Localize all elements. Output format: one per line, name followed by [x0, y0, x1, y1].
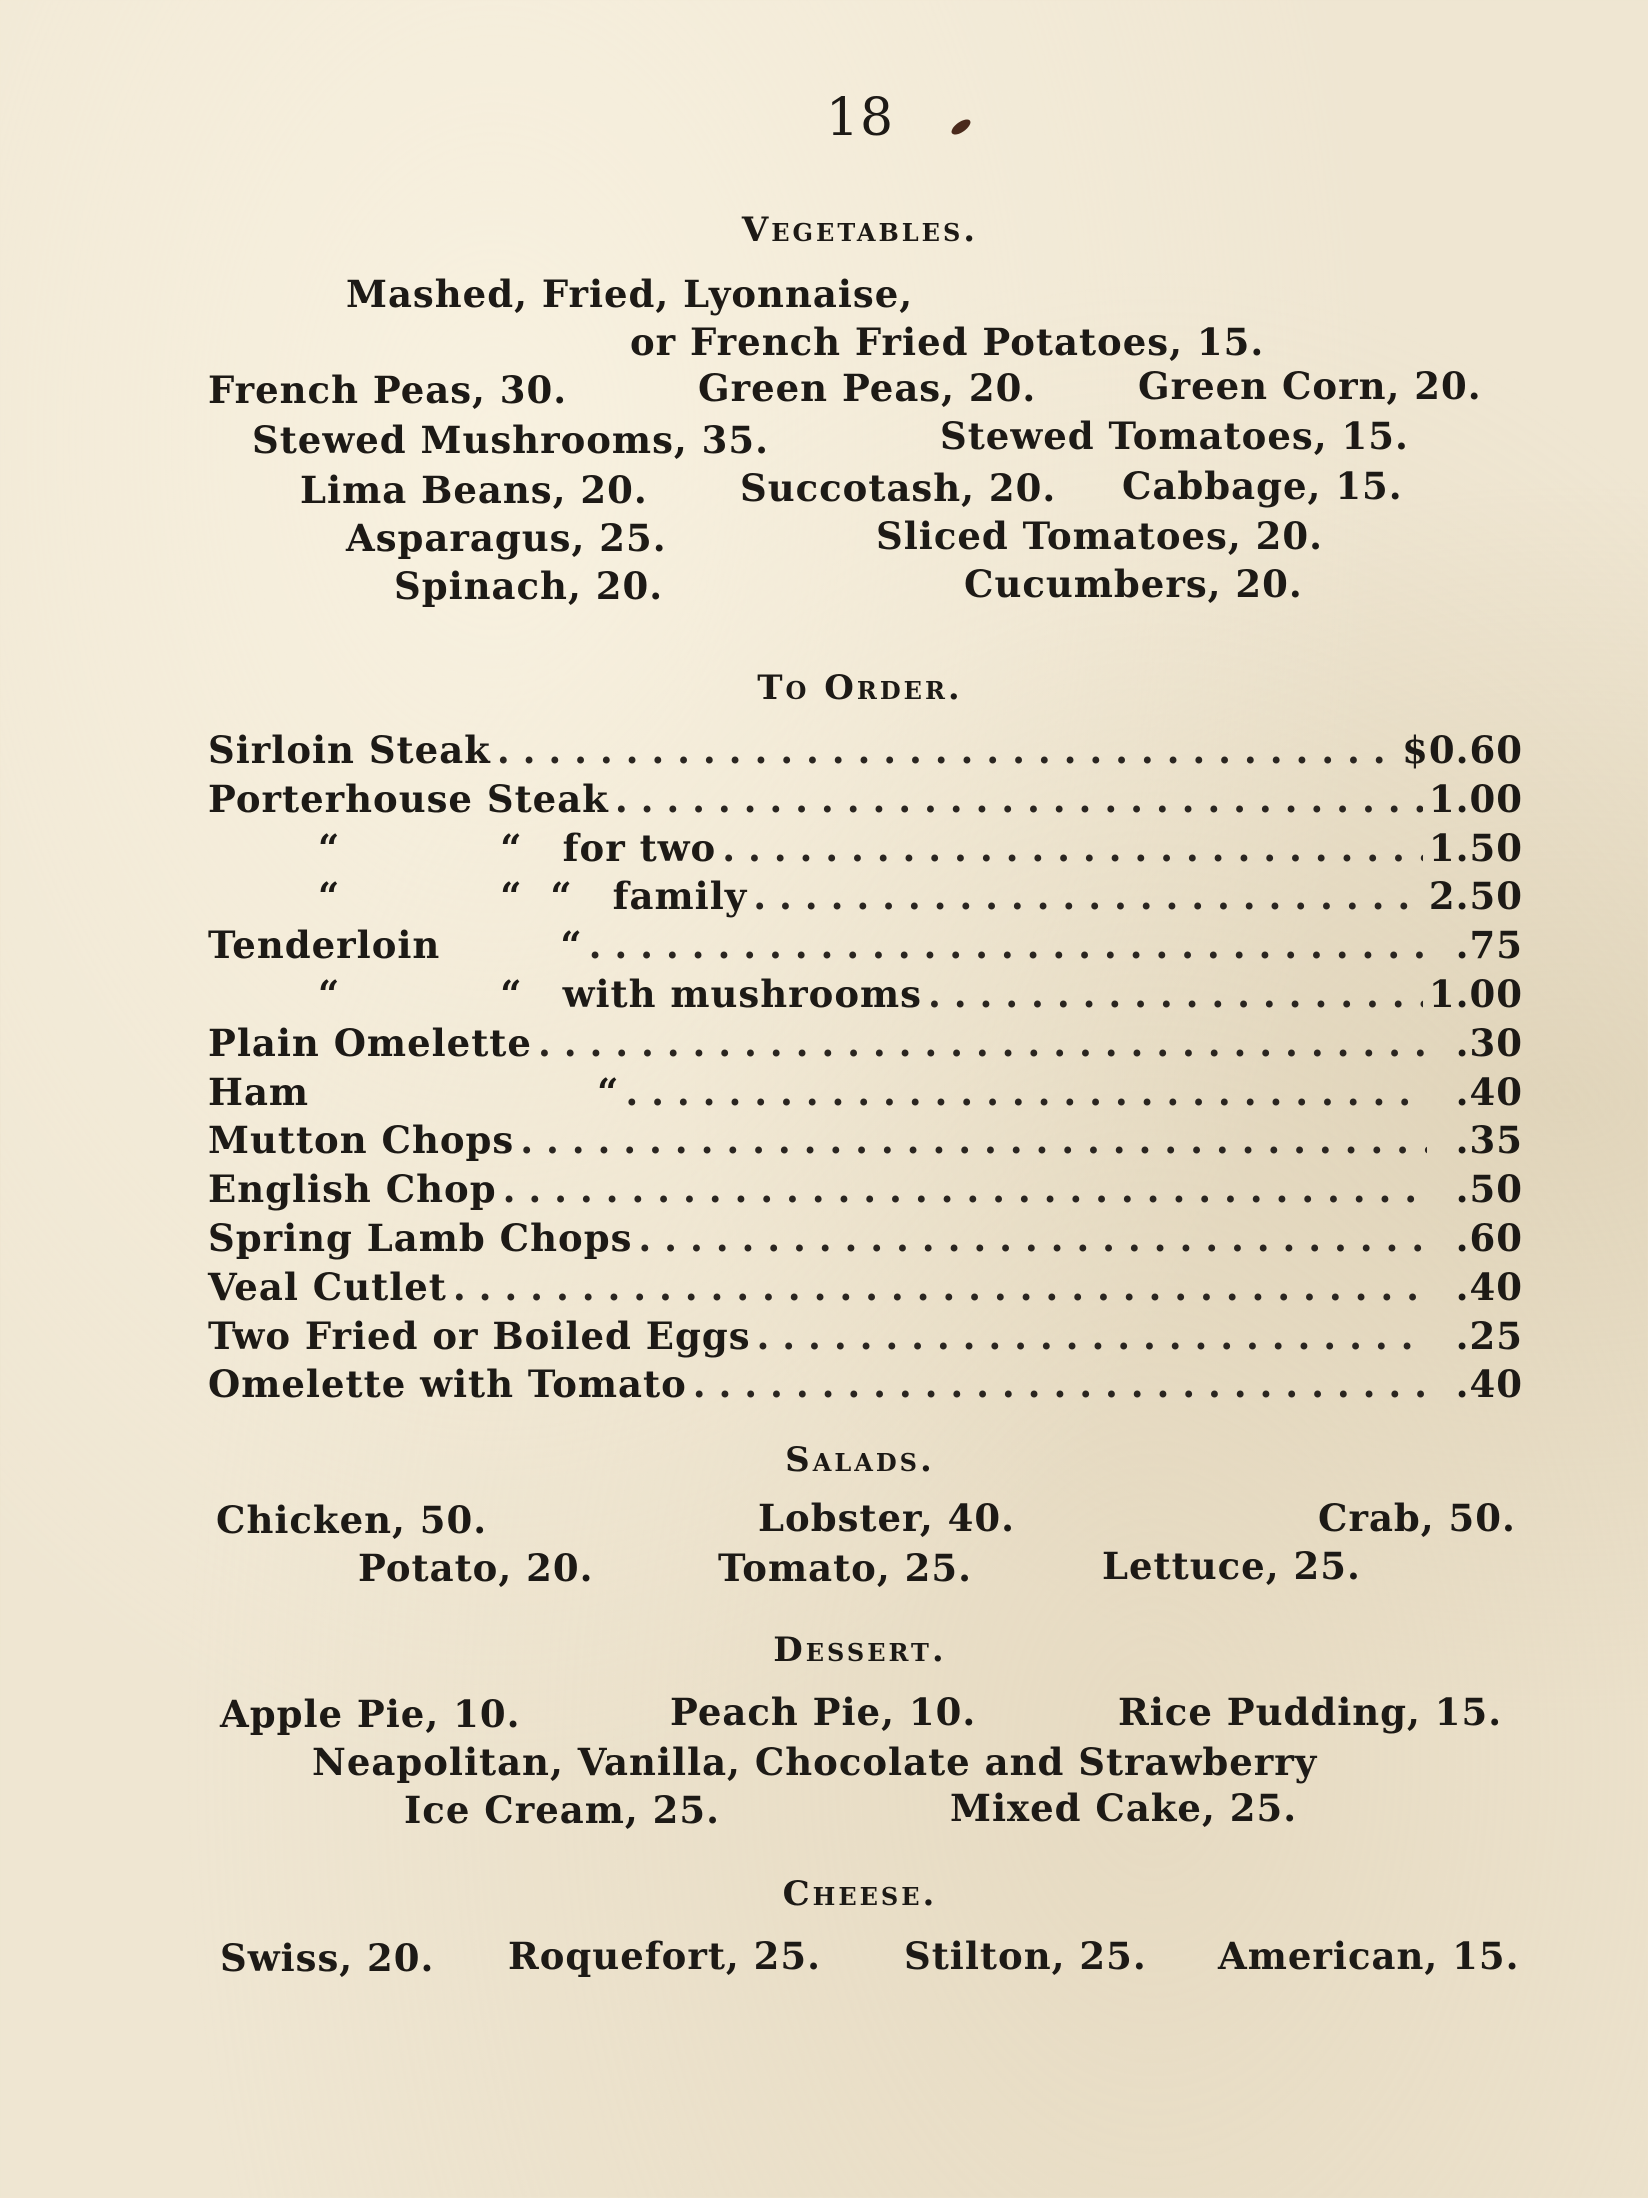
item-name: Two Fried or Boiled Eggs: [208, 1313, 751, 1358]
salad-item: Lobster, 40.: [758, 1496, 1015, 1540]
vegetable-item: Green Corn, 20.: [1138, 364, 1482, 408]
salad-item: Lettuce, 25.: [1102, 1544, 1361, 1588]
dessert-item: Ice Cream, 25.: [404, 1788, 720, 1832]
ditto-mark: “: [500, 825, 523, 870]
dessert-item: Rice Pudding, 15.: [1118, 1690, 1503, 1734]
ditto-mark: “ “: [500, 874, 573, 919]
to-order-row: [208, 777, 1523, 821]
to-order-row: [208, 1070, 1523, 1114]
item-price: .40: [1455, 1362, 1523, 1407]
item-name: Spring Lamb Chops: [208, 1216, 633, 1260]
ditto-mark: “: [560, 923, 583, 968]
item-name: Veal Cutlet: [208, 1264, 447, 1309]
item-price: .50: [1455, 1167, 1523, 1212]
dessert-item: Mixed Cake, 25.: [950, 1786, 1298, 1830]
dot-leader: [753, 874, 1423, 918]
item-price: .60: [1455, 1216, 1523, 1260]
item-price: .75: [1455, 923, 1523, 968]
to-order-row: [208, 1021, 1523, 1065]
to-order-row: [208, 1167, 1523, 1211]
dessert-line: Neapolitan, Vanilla, Chocolate and Strawberry: [312, 1740, 1318, 1784]
item-name: “: [318, 972, 341, 1016]
cheese-item: American, 15.: [1218, 1934, 1520, 1978]
item-price: $0.60: [1402, 728, 1523, 772]
item-price: .40: [1455, 1069, 1523, 1114]
item-price: 2.50: [1428, 874, 1523, 919]
vegetable-line: or French Fried Potatoes, 15.: [630, 320, 1265, 364]
cheese-item: Roquefort, 25.: [508, 1934, 822, 1978]
vegetable-item: Succotash, 20.: [740, 466, 1057, 510]
dot-leader: [757, 1314, 1427, 1358]
vegetable-item: Cabbage, 15.: [1122, 464, 1403, 508]
to-order-row: [208, 972, 1523, 1016]
item-name: Porterhouse Steak: [208, 776, 609, 821]
item-name: English Chop: [208, 1167, 497, 1212]
dot-leader: [615, 777, 1423, 821]
dot-leader: [928, 972, 1423, 1016]
vegetable-item: Sliced Tomatoes, 20.: [876, 514, 1324, 558]
ditto-mark: “: [500, 972, 523, 1016]
dot-leader: [638, 1216, 1427, 1260]
vegetable-item: Stewed Mushrooms, 35.: [252, 418, 770, 462]
salad-item: Chicken, 50.: [216, 1498, 488, 1542]
vegetable-item: Stewed Tomatoes, 15.: [940, 414, 1409, 458]
item-description: for two: [562, 825, 717, 870]
vegetable-item: Green Peas, 20.: [698, 366, 1037, 410]
to-order-row: [208, 1216, 1523, 1260]
salad-item: Crab, 50.: [1318, 1496, 1516, 1540]
item-name: Sirloin Steak: [208, 728, 491, 772]
cheese-heading: Cheese.: [782, 1874, 938, 1914]
vegetable-item: French Peas, 30.: [208, 368, 568, 412]
dot-leader: [625, 1070, 1427, 1114]
item-name: Omelette with Tomato: [208, 1362, 687, 1407]
to-order-row: [208, 1314, 1523, 1358]
dessert-heading: Dessert.: [773, 1630, 947, 1670]
to-order-row: [208, 728, 1523, 772]
salads-heading: Salads.: [785, 1440, 935, 1480]
vegetable-line: Mashed, Fried, Lyonnaise,: [346, 272, 914, 316]
to-order-row: [208, 1362, 1523, 1406]
cheese-item: Stilton, 25.: [904, 1934, 1147, 1978]
to-order-row: [208, 826, 1523, 870]
dot-leader: [453, 1265, 1427, 1309]
dot-leader: [589, 923, 1427, 967]
item-description: family: [612, 874, 748, 919]
item-description: with mushrooms: [562, 972, 922, 1016]
item-name: Mutton Chops: [208, 1118, 515, 1163]
dot-leader: [722, 826, 1423, 870]
vegetable-item: Lima Beans, 20.: [300, 468, 648, 512]
item-name: “: [318, 874, 341, 919]
dot-leader: [503, 1167, 1427, 1211]
item-price: 1.00: [1428, 776, 1523, 821]
item-price: .25: [1455, 1313, 1523, 1358]
dessert-item: Apple Pie, 10.: [220, 1692, 521, 1736]
item-name: Plain Omelette: [208, 1020, 532, 1065]
to-order-row: [208, 1118, 1523, 1162]
item-price: .40: [1455, 1264, 1523, 1309]
item-price: .35: [1455, 1118, 1523, 1163]
vegetable-item: Spinach, 20.: [394, 564, 664, 608]
item-name: Ham: [208, 1069, 310, 1114]
to-order-row: [208, 874, 1523, 918]
item-price: 1.00: [1428, 972, 1523, 1016]
dot-leader: [497, 728, 1396, 772]
vegetables-heading: Vegetables.: [741, 210, 979, 250]
vegetable-item: Cucumbers, 20.: [964, 562, 1303, 606]
dot-leader: [520, 1118, 1427, 1162]
item-name: “: [318, 825, 341, 870]
to-order-row: [208, 1265, 1523, 1309]
item-price: .30: [1455, 1020, 1523, 1065]
dot-leader: [693, 1362, 1427, 1406]
to-order-heading: To Order.: [757, 668, 963, 708]
cheese-item: Swiss, 20.: [220, 1936, 435, 1980]
salad-item: Potato, 20.: [358, 1546, 594, 1590]
item-price: 1.50: [1428, 825, 1523, 870]
ditto-mark: “: [597, 1069, 620, 1114]
page-number: 18: [825, 88, 895, 148]
to-order-row: [208, 923, 1523, 967]
item-name: Tenderloin: [208, 923, 441, 968]
dessert-item: Peach Pie, 10.: [670, 1690, 977, 1734]
vegetable-item: Asparagus, 25.: [346, 516, 667, 560]
salad-item: Tomato, 25.: [718, 1546, 972, 1590]
dot-leader: [538, 1021, 1427, 1065]
